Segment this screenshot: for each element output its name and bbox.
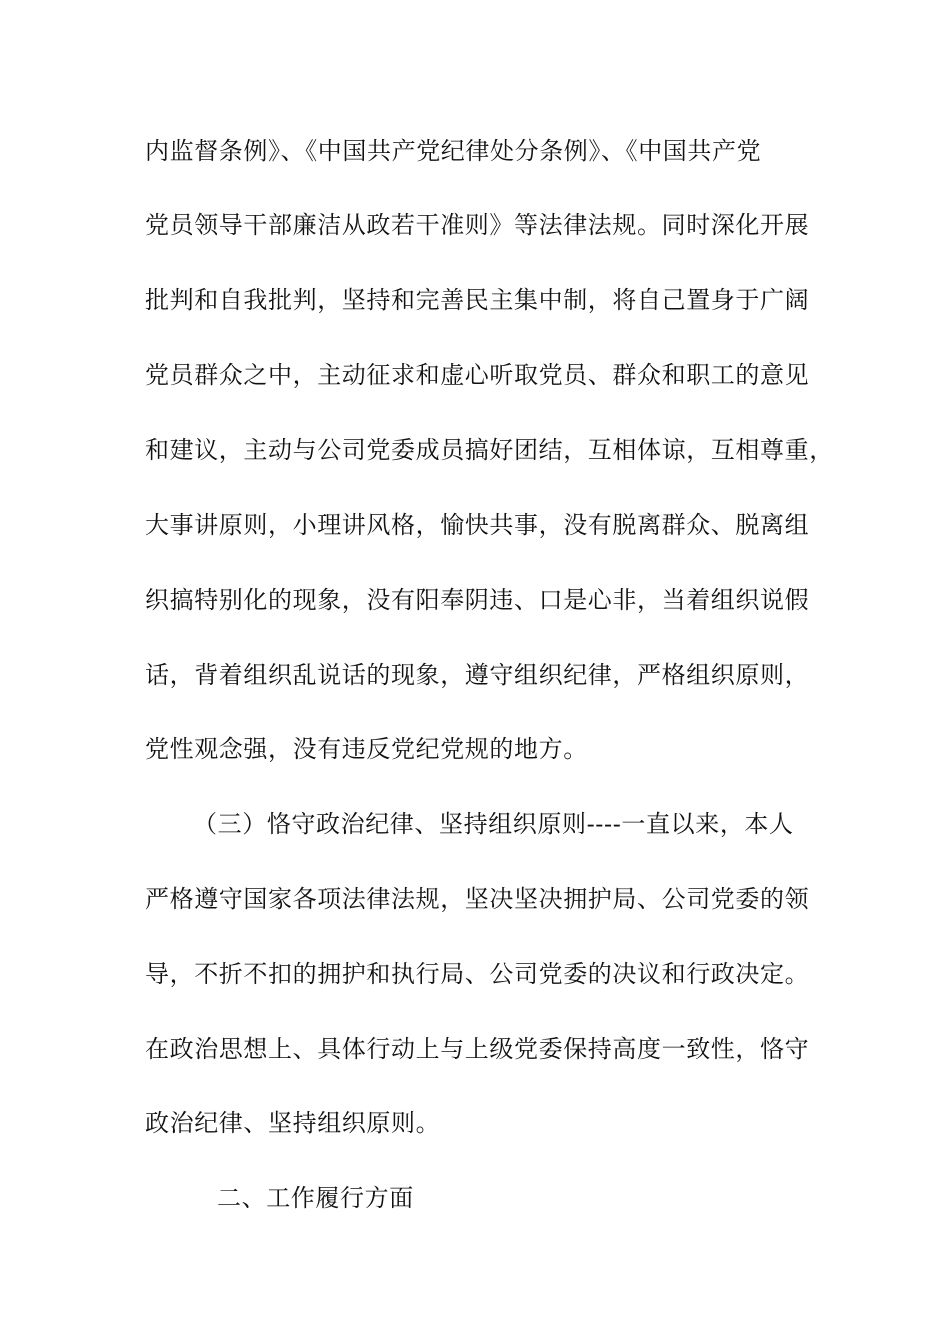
paragraph-line: 政治纪律、坚持组织原则。: [145, 1109, 441, 1137]
paragraph-line: 大事讲原则，小理讲风格，愉快共事，没有脱离群众、脱离组: [145, 511, 810, 539]
paragraph-line: 内监督条例》、《中国共产党纪律处分条例》、《中国共产党: [145, 137, 762, 165]
paragraph-line: 和建议，主动与公司党委成员搞好团结，互相体谅，互相尊重，: [145, 436, 834, 464]
paragraph-line: 话，背着组织乱说话的现象，遵守组织纪律，严格组织原则，: [145, 661, 810, 689]
section-heading-line: （三）恪守政治纪律、坚持组织原则----一直以来，本人: [193, 810, 794, 838]
paragraph-line: 严格遵守国家各项法律法规，坚决坚决拥护局、公司党委的领: [145, 885, 810, 913]
paragraph-line: 党员群众之中，主动征求和虚心听取党员、群众和职工的意见: [145, 361, 810, 389]
section-heading: 二、工作履行方面: [217, 1184, 414, 1212]
paragraph-line: 批判和自我批判，坚持和完善民主集中制，将自己置身于广阔: [145, 286, 810, 314]
paragraph-line: 导，不折不扣的拥护和执行局、公司党委的决议和行政决定。: [145, 960, 810, 988]
paragraph-line: 织搞特别化的现象，没有阳奉阴违、口是心非，当着组织说假: [145, 586, 810, 614]
paragraph-line: 在政治思想上、具体行动上与上级党委保持高度一致性，恪守: [145, 1035, 810, 1063]
paragraph-line: 党员领导干部廉洁从政若干准则》等法律法规。同时深化开展: [145, 211, 810, 239]
paragraph-line: 党性观念强，没有违反党纪党规的地方。: [145, 735, 588, 763]
